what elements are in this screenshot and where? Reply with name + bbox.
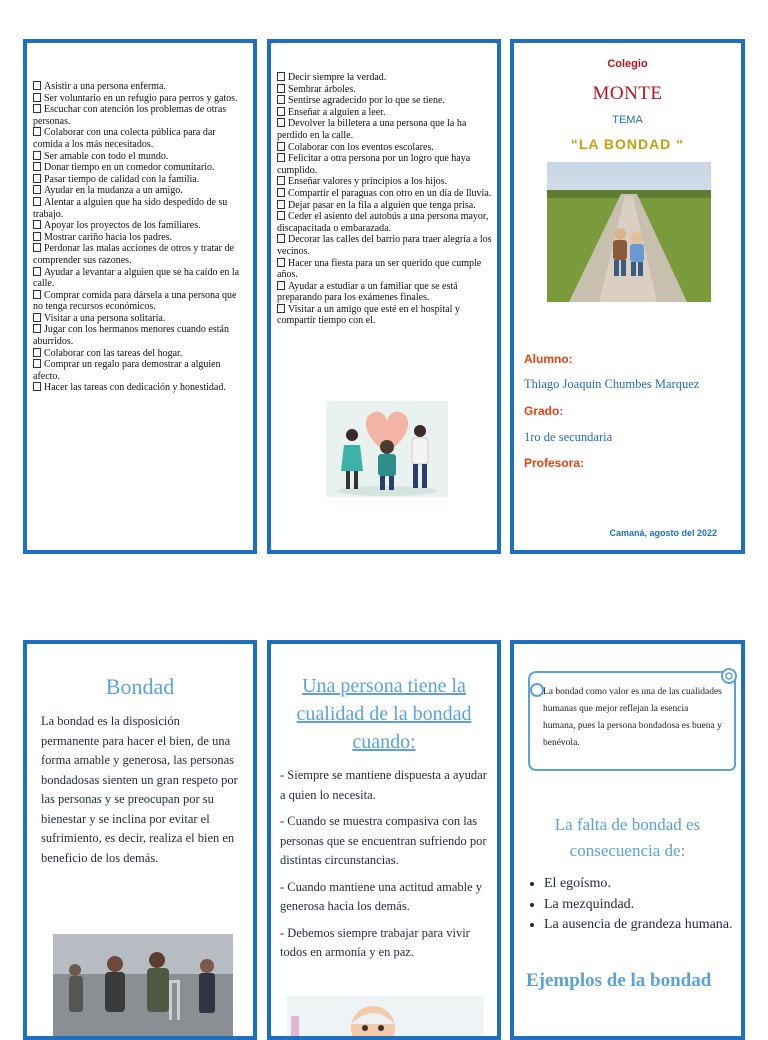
- panel-definition: [23, 640, 257, 1040]
- example-item-text: Dejar pasar en la fila a alguien que tenga prisa.: [288, 199, 476, 211]
- example-item-text: Enseñar valores y principios a los hijos.: [288, 176, 448, 188]
- checkbox-square-icon: [33, 324, 41, 333]
- example-item-text: Ser amable con todo el mundo.: [44, 150, 169, 162]
- example-item-text: Asistir a una persona enferma.: [44, 81, 166, 92]
- lack-heading: La falta de bondad es consecuencia de:: [554, 815, 701, 860]
- checkbox-square-icon: [277, 258, 285, 267]
- quality-item: - Cuando se muestra compasiva con las personas que se encuentran sufriendo por distintas circunstancias.: [280, 814, 487, 867]
- example-item-text: Visitar a un amigo que esté en el hospital y compartir tiempo con el.: [277, 303, 460, 327]
- example-item: [277, 142, 495, 154]
- example-item-text: Devolver la billetera a una persona que la ha perdido en la calle.: [277, 118, 467, 141]
- example-item: [33, 197, 247, 220]
- example-item: [277, 84, 495, 96]
- example-item: [33, 324, 247, 347]
- example-item: [33, 220, 247, 232]
- example-item-text: Ayudar a levantar a alguien que se ha caído en la calle.: [33, 266, 240, 290]
- checkbox-square-icon: [33, 232, 41, 241]
- checkbox-square-icon: [277, 234, 285, 243]
- topic-title: “LA BONDAD “: [570, 136, 685, 152]
- checkbox-square-icon: [33, 348, 41, 357]
- student-label: Alumno:: [524, 352, 573, 366]
- example-item-text: Decorar las calles del barrio para traer alegría a los vecinos.: [277, 234, 492, 257]
- qualities-list: [280, 766, 490, 970]
- checkbox-square-icon: [33, 127, 41, 136]
- example-item-text: Alentar a alguien que ha sido despedido de su trabajo.: [33, 196, 228, 220]
- student-name: Thiago Joaquin Chumbes Marquez: [524, 377, 700, 391]
- example-item-text: Compartir el paraguas con otro en un día de lluvia.: [288, 187, 492, 199]
- example-item: [33, 243, 247, 266]
- checkbox-square-icon: [33, 290, 41, 299]
- example-item: [33, 359, 247, 382]
- qualities-heading: Una persona tiene la cualidad de la bondad cuando:: [296, 675, 472, 753]
- example-item-text: Colaborar con una colecta pública para dar comida a los más necesitados.: [33, 127, 216, 150]
- example-item: [277, 200, 495, 212]
- example-item: [277, 107, 495, 119]
- example-item-text: Escuchar con atención los problemas de otras personas.: [33, 104, 227, 127]
- quality-item: - Cuando mantiene una actitud amable y generosa hacia los demás.: [280, 879, 483, 913]
- panel-lack-of-kindness: [510, 640, 745, 1040]
- checkbox-square-icon: [33, 243, 41, 252]
- checkbox-square-icon: [277, 142, 285, 151]
- checkbox-square-icon: [33, 313, 41, 322]
- grade-label: Grado:: [524, 404, 564, 418]
- example-item-text: Ayudar en la mudanza a un amigo.: [44, 185, 183, 197]
- scroll-text: La bondad como valor es una de las cualidades humanas que mejor reflejan la esencia humana, pues la persona bondadosa es buena y benévola.: [543, 687, 722, 748]
- definition-text: La bondad es la disposición permanente para hacer el bien, de una forma amable y generosa, las personas bondadosas sienten un gran respeto por las personas y se preocupan por su bienestar y se inclina por evitar el sufrimiento, es decir, realiza el bien en beneficio de los demás.: [41, 714, 238, 865]
- school-label: Colegio: [607, 58, 648, 70]
- example-item: [33, 162, 247, 174]
- example-item-text: Mostrar cariño hacia los padres.: [44, 231, 173, 243]
- topic-label: TEMA: [612, 114, 643, 126]
- example-item-text: Perdonar las malas acciones de otros y tratar de comprender sus razones.: [33, 243, 234, 266]
- checkbox-square-icon: [33, 104, 41, 113]
- panel-qualities: [267, 640, 501, 1040]
- quality-item: - Siempre se mantiene dispuesta a ayudar a quien lo necesita.: [280, 768, 487, 802]
- example-item: [33, 185, 247, 197]
- kindness-examples-list-2: [277, 72, 495, 327]
- example-item: [33, 290, 247, 313]
- lack-list: [524, 874, 745, 936]
- example-item-text: Felicitar a otra persona por un logro que haya cumplido.: [277, 153, 471, 176]
- checkbox-square-icon: [277, 72, 285, 81]
- example-item: [277, 211, 495, 234]
- example-item: [277, 281, 495, 304]
- example-item: [277, 72, 495, 84]
- checkbox-square-icon: [33, 174, 41, 183]
- heart-illustration: [326, 401, 448, 497]
- example-item-text: Hacer una fiesta para un ser querido que cumple años.: [277, 257, 482, 281]
- example-item: [33, 104, 247, 127]
- checkbox-square-icon: [33, 151, 41, 160]
- example-item: [277, 95, 495, 107]
- example-item: [33, 348, 247, 360]
- checkbox-square-icon: [277, 176, 285, 185]
- example-item-text: Apoyar los proyectos de los familiares.: [44, 220, 201, 232]
- example-item: [277, 188, 495, 200]
- lack-item: • La ausencia de grandeza humana.: [544, 915, 745, 936]
- example-item: [277, 118, 495, 141]
- example-item: [33, 151, 247, 163]
- grade-value: 1ro de secundaria: [524, 430, 613, 444]
- lack-item: • La mezquindad.: [544, 895, 745, 916]
- checkbox-square-icon: [277, 188, 285, 197]
- school-name: MONTE: [592, 83, 663, 104]
- example-item: [33, 267, 247, 290]
- lack-item: • El egoísmo.: [544, 874, 745, 895]
- kindness-examples-list-1: [33, 81, 247, 394]
- example-item: [277, 258, 495, 281]
- checkbox-square-icon: [33, 382, 41, 391]
- example-item: [33, 174, 247, 186]
- checkbox-square-icon: [277, 84, 285, 93]
- checkbox-square-icon: [33, 267, 41, 276]
- example-item: [277, 153, 495, 176]
- checkbox-square-icon: [277, 281, 285, 290]
- example-item-text: Sentirse agradecido por lo que se tiene.: [288, 95, 445, 107]
- example-item-text: Pasar tiempo de calidad con la familia.: [44, 173, 200, 185]
- example-item-text: Ceder el asiento del autobús a una persona mayor, discapacitada o embarazada.: [277, 211, 489, 234]
- example-item: [277, 304, 495, 327]
- examples-heading: Ejemplos de la bondad: [526, 970, 712, 991]
- checkbox-square-icon: [277, 304, 285, 313]
- quality-item: - Debemos siempre trabajar para vivir todos en armonía y en paz.: [280, 925, 470, 959]
- elder-illustration: [287, 996, 483, 1036]
- example-item: [277, 176, 495, 188]
- example-item: [33, 232, 247, 244]
- example-item-text: Sembrar árboles.: [288, 83, 356, 95]
- place-date: Camaná, agosto del 2022: [609, 528, 717, 538]
- checkbox-square-icon: [33, 220, 41, 229]
- cover-panel: [510, 39, 745, 554]
- example-item-text: Visitar a una persona solitaria.: [44, 312, 166, 324]
- checkbox-square-icon: [277, 153, 285, 162]
- example-item-text: Ser voluntario en un refugio para perros y gatos.: [44, 92, 238, 104]
- checkbox-square-icon: [277, 118, 285, 127]
- example-item-text: Colaborar con las tareas del hogar.: [44, 347, 183, 359]
- panel-examples-list-1: [23, 39, 257, 554]
- example-item: [33, 93, 247, 105]
- teacher-label: Profesora:: [524, 456, 585, 470]
- example-item-text: Hacer las tareas con dedicación y honestidad.: [44, 382, 226, 394]
- checkbox-square-icon: [277, 211, 285, 220]
- example-item-text: Ayudar a estudiar a un familiar que se está preparando para los exámenes finales.: [277, 280, 458, 304]
- checkbox-square-icon: [33, 185, 41, 194]
- example-item: [33, 127, 247, 150]
- example-item-text: Jugar con los hermanos menores cuando están aburridos.: [33, 324, 229, 348]
- example-item-text: Comprar un regalo para demostrar a alguien afecto.: [33, 359, 221, 382]
- definition-heading: Bondad: [105, 674, 175, 699]
- checkbox-square-icon: [33, 359, 41, 368]
- panel-examples-list-2: [267, 39, 501, 554]
- example-item-text: Donar tiempo en un comedor comunitario.: [44, 162, 215, 174]
- example-item: [33, 313, 247, 325]
- checkbox-square-icon: [277, 107, 285, 116]
- checkbox-square-icon: [33, 197, 41, 206]
- example-item-text: Comprar comida para dársela a una persona que no tenga recursos económicos.: [33, 289, 237, 313]
- example-item: [33, 81, 247, 93]
- checkbox-square-icon: [33, 81, 41, 90]
- example-item-text: Colaborar con los eventos escolares.: [288, 141, 434, 153]
- example-item-text: Decir siempre la verdad.: [288, 72, 387, 83]
- example-item-text: Enseñar a alguien a leer.: [288, 106, 386, 118]
- children-road-photo: [547, 162, 711, 302]
- example-item: [277, 234, 495, 257]
- example-item: [33, 382, 247, 394]
- checkbox-square-icon: [33, 93, 41, 102]
- checkbox-square-icon: [277, 95, 285, 104]
- checkbox-square-icon: [277, 200, 285, 209]
- checkbox-square-icon: [33, 162, 41, 171]
